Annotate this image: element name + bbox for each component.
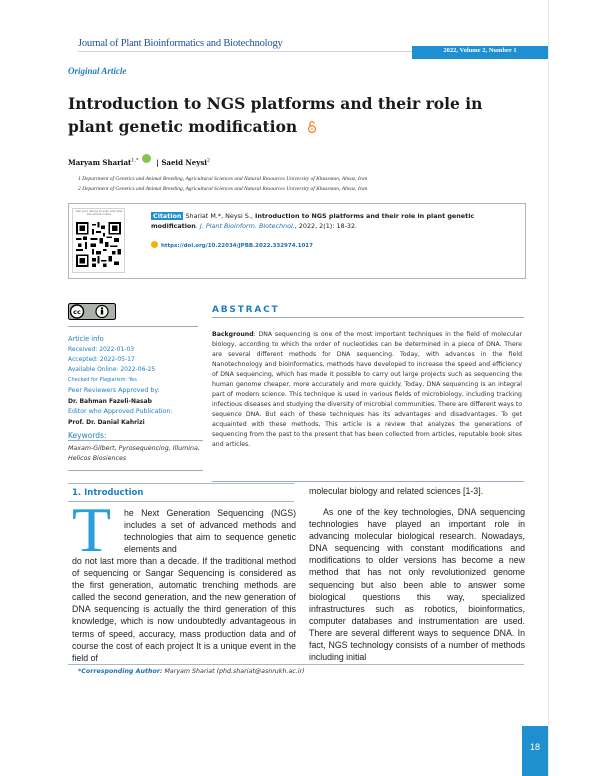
citation-text — [151, 212, 523, 231]
reviewer-name: Dr. Bahman Fazeli-Nasab — [68, 398, 152, 405]
section-heading: 1. Introduction — [72, 488, 144, 498]
qr-code-icon[interactable] — [76, 222, 121, 267]
body-paragraph: do not last more than a decade. If the traditional method of sequencing or Sangar Sequencing is considered as the first generation, automatic trenching methods are called the second generation, and the new generation of DNA sequencing is actually the third generation of this knowledge, which is now undoubtedly advantageous in terms of speed, accuracy, mass production data and of course the cost of each project It is a unique event in the field of — [72, 556, 296, 663]
author-list — [68, 154, 210, 167]
keywords-label: Keywords: — [68, 431, 107, 440]
citation-label: Citation — [153, 212, 182, 220]
abstract-heading: ABSTRACT — [212, 305, 280, 315]
affiliation: 1 Department of Genetics and Animal Breeding, Agricultural Sciences and Natural Resources University of Khuzestan, Ahvaz, Iran — [78, 176, 368, 182]
editor-name: Prof. Dr. Danial Kahrizi — [68, 419, 145, 426]
journal-title: Journal of Plant Bioinformatics and Biotechnology — [78, 38, 283, 49]
keywords-divider — [68, 470, 203, 471]
author-name[interactable]: Saeid Neysi — [161, 158, 207, 167]
keywords-list: Maxam-Gilbert, Pyrosequencing, Illumina, Helicos Biosiences — [68, 445, 200, 462]
orcid-icon[interactable] — [142, 154, 151, 163]
available-date: Available Online: 2022-06-25 — [68, 366, 156, 373]
svg-text:cc: cc — [73, 308, 81, 316]
citation-title: Introduction to NGS platforms and their role in plant genetic modification — [151, 212, 475, 230]
received-date: Received: 2022-01-03 — [68, 346, 135, 353]
body-paragraph: As one of the key technologies, DNA sequencing technologies have played an important role in advancing molecular biological research. Nowadays, DNA sequencing with constant modifications and modifications to older versions has become a new method that has not only revolutionized genome sequencing but also been able to answer some biological questions this way, specialized infrastructures such as robotics, bioinformatics, computer databases and instrumentation are used. There are several different ways to sequence DNA. In fact, NGS technology consists of a number of methods including initial — [309, 507, 525, 663]
drop-cap: T — [72, 494, 112, 565]
abstract-lead: Background — [212, 331, 254, 338]
abstract-text — [212, 330, 522, 450]
qr-caption: Use your device to scan and read the article online — [75, 209, 123, 217]
abstract-body: : DNA sequencing is one of the most important techniques in the field of molecular biology, according to which the order of nucleotides can be determined in a piece of DNA. There are several different methods for DNA sequencing. Today, with advances in the field Nanotechnology and bioinformatics, methods have developed to increase the speed and efficiency of DNA sequencing, which has made it possible to carry out large projects such as sequencing the human genome cheaper, more accurately and more quickly. Today, DNA sequencing is an integral part of modern science. This technique is used in various fields of microbiology, including tracking infectious diseases and studying the diversity of microbial communities. There are different ways to sequence DNA. But each of these techniques has its advantages and disadvantages. To get acquainted with these methods, This article is a review that analyzes the generations of sequencing from the past to the present that has been collected from articles, reputable book sites and articles. — [212, 331, 522, 448]
body-paragraph: molecular biology and related sciences [1-3]. — [309, 486, 484, 496]
citation-journal: . J. Plant Bioinform. Biotechnol. — [195, 221, 295, 230]
plagiarism-check: Checked for Plagiarism: Yes — [68, 377, 137, 383]
section-divider — [68, 483, 294, 484]
volume-label: 2022, Volume 2, Number 1 — [443, 47, 517, 54]
footnote-label: *Corresponding Author: — [78, 668, 163, 675]
sidebar-divider — [68, 326, 198, 327]
author-superscript: 2 — [206, 157, 211, 164]
doi-text[interactable]: https://doi.org/10.22034/JPBB.2022.332974.1017 — [161, 243, 313, 249]
footnote-divider — [68, 664, 524, 665]
citation-authors: Shariat M.*, Neysi S., — [183, 212, 255, 220]
abstract-divider — [212, 317, 524, 318]
footnote-text: Maryam Shariat (phd.shariat@asnrukh.ac.ir) — [162, 668, 305, 675]
author-superscript: 1,* — [131, 157, 139, 164]
open-access-icon[interactable] — [307, 120, 317, 133]
accepted-date: Accepted: 2022-05-17 — [68, 356, 135, 363]
cc-by-license-icon[interactable] — [68, 303, 116, 320]
doi-link[interactable] — [151, 241, 313, 249]
article-title-text: Introduction to NGS platforms and their role in plant genetic modification — [68, 94, 483, 136]
keywords-divider — [68, 440, 203, 441]
citation-year: , 2022, 2(1): 18-32. — [294, 221, 358, 230]
corresponding-author — [78, 668, 305, 675]
reviewers-label: Peer Reviewers Approved by: — [68, 387, 160, 394]
abstract-divider — [212, 481, 524, 482]
author-name[interactable]: Maryam Shariat — [68, 158, 132, 167]
page-number: 18 — [529, 742, 540, 752]
article-info-label: Article info — [68, 335, 104, 343]
doi-icon — [151, 241, 158, 248]
editor-label: Editor who Approved Publication: — [68, 408, 173, 415]
article-title — [68, 92, 528, 138]
page-edge-rule — [548, 0, 549, 776]
article-type: Original Article — [68, 66, 127, 76]
affiliation: 2 Department of Genetics and Animal Breeding, Agricultural Sciences and Natural Resources University of Khuzestan, Ahvaz, Iran — [78, 186, 368, 192]
author-separator: | — [156, 158, 159, 167]
body-paragraph: he Next Generation Sequencing (NGS) includes a set of advanced methods and technologies that aim to sequence genetic elements and — [124, 508, 296, 555]
